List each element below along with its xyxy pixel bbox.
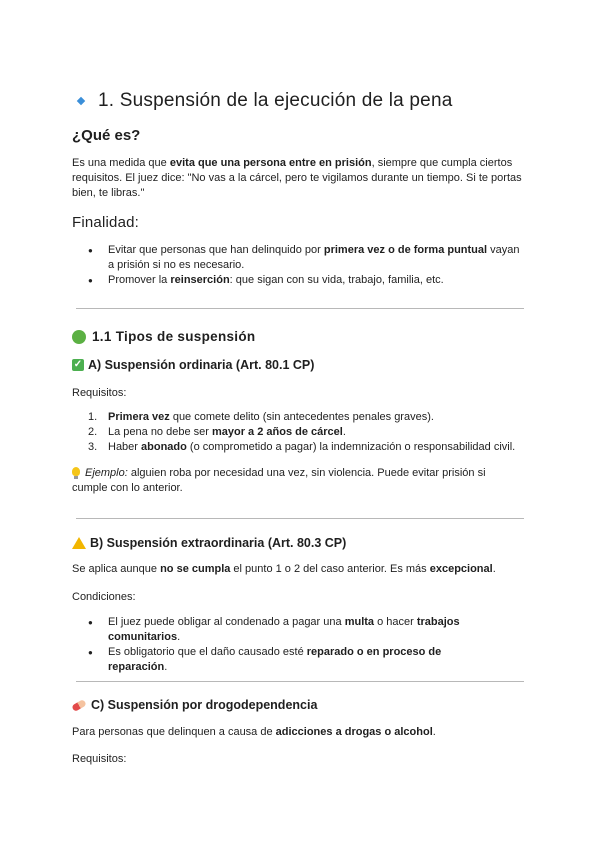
ordinaria-heading-text: A) Suspensión ordinaria (Art. 80.1 CP)	[88, 358, 315, 372]
ejemplo-label: Ejemplo:	[85, 467, 128, 479]
title-text: 1. Suspensión de la ejecución de la pena	[98, 90, 453, 111]
pill-icon	[71, 698, 87, 711]
text-span: Evitar que personas que han delinquido por	[108, 244, 324, 256]
ordinaria-requisitos-label: Requisitos:	[72, 387, 127, 399]
text-span: Se aplica aunque	[72, 563, 161, 575]
text-span: , siempre que cumpla ciertos requisitos. El juez dice: "No vas a la cárcel, pero te vigilamos durante un tiempo. Si te portas bien, te libras."	[72, 157, 522, 199]
list-number: 2.	[88, 426, 98, 438]
text-span: .	[164, 661, 168, 673]
bold-span: abonado	[141, 441, 187, 453]
list-item	[72, 243, 524, 273]
bold-span: multa	[344, 616, 375, 628]
bold-span: mayor a 2 años de cárcel	[211, 426, 343, 438]
bold-span: evita que una persona entre en prisión	[169, 157, 372, 169]
list-item	[72, 440, 524, 455]
page-title	[72, 90, 452, 112]
divider	[76, 518, 524, 519]
bold-span: adicciones a drogas o alcohol	[275, 726, 433, 738]
text-span: La pena no debe ser	[108, 426, 212, 438]
drogo-heading	[72, 698, 317, 712]
text-span: vayan a prisión si no es necesario.	[108, 244, 520, 271]
text-span: Haber	[108, 441, 142, 453]
extraordinaria-paragraph	[72, 562, 524, 577]
text-span: .	[492, 563, 496, 575]
text-span: .	[342, 426, 346, 438]
text-span: que comete delito (sin antecedentes penales graves).	[169, 411, 434, 423]
drogo-heading-text: C) Suspensión por drogodependencia	[91, 698, 318, 712]
list-number: 1.	[88, 411, 98, 423]
list-item	[72, 273, 524, 288]
drogo-paragraph	[72, 725, 524, 740]
condiciones-label: Condiciones:	[72, 591, 136, 603]
bold-span: Primera vez	[108, 411, 170, 423]
bold-span: reinserción	[170, 274, 230, 286]
check-mark-icon: ✓	[73, 359, 83, 370]
que-es-heading: ¿Qué es?	[72, 127, 141, 144]
text-span: (o comprometido a pagar) la indemnización o responsabilidad civil.	[186, 441, 516, 453]
divider	[76, 681, 524, 682]
text-span: Para personas que delinquen a causa de	[72, 726, 276, 738]
list-number: 3.	[88, 441, 98, 453]
text-span: el punto 1 o 2 del caso anterior. Es más	[230, 563, 430, 575]
extraordinaria-heading	[72, 536, 346, 550]
extraordinaria-heading-text: B) Suspensión extraordinaria (Art. 80.3 CP)	[90, 536, 347, 550]
bold-span: excepcional	[429, 563, 493, 575]
condiciones-list	[72, 615, 492, 675]
text-span: alguien roba por necesidad una vez, sin violencia. Puede evitar prisión si cumple con lo anterior.	[72, 467, 486, 494]
bold-span: no se cumpla	[160, 563, 231, 575]
bold-span: reparado o en proceso de reparación	[108, 646, 442, 673]
text-span: Es obligatorio que el daño causado esté	[108, 646, 307, 658]
que-es-paragraph	[72, 156, 524, 201]
text-span: .	[177, 631, 181, 643]
text-span: Es una medida que	[72, 157, 170, 169]
diamond-icon	[77, 97, 85, 105]
tipos-heading-text: 1.1 Tipos de suspensión	[92, 329, 256, 344]
green-circle-icon	[72, 330, 86, 344]
ejemplo-paragraph	[72, 466, 524, 496]
finalidad-list	[72, 243, 524, 288]
text-span: El juez puede obligar al condenado a pagar una	[108, 616, 345, 628]
ordinaria-heading	[72, 358, 314, 372]
list-item	[72, 410, 524, 425]
lightbulb-icon	[72, 467, 80, 476]
text-span: .	[432, 726, 436, 738]
finalidad-heading: Finalidad:	[72, 214, 140, 231]
ordinaria-list	[72, 410, 524, 455]
drogo-requisitos-label: Requisitos:	[72, 753, 127, 765]
bold-span: primera vez o de forma puntual	[323, 244, 488, 256]
text-span: o hacer	[374, 616, 417, 628]
list-item	[72, 615, 492, 645]
text-span: : que sigan con su vida, trabajo, familia, etc.	[229, 274, 444, 286]
tipos-heading	[72, 329, 255, 344]
bold-span: trabajos comunitarios	[108, 616, 460, 643]
list-item	[72, 425, 524, 440]
warning-icon	[72, 537, 86, 549]
list-item	[72, 645, 492, 675]
divider	[76, 308, 524, 309]
text-span: Promover la	[108, 274, 171, 286]
